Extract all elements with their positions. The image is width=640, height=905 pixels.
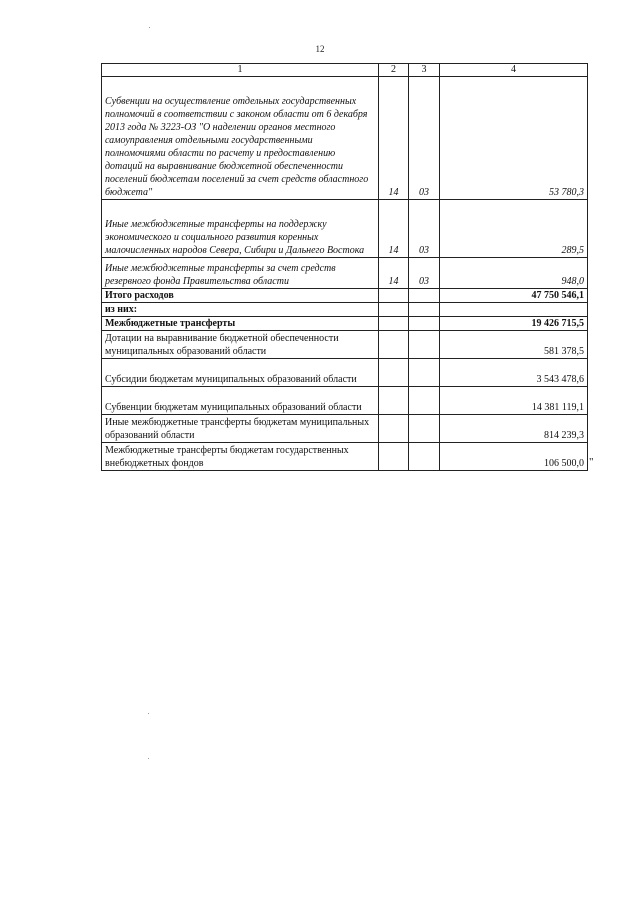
row-section [379,317,409,331]
row-amount: 289,5 [440,200,588,258]
row-subsection [409,443,440,471]
table-row [102,303,588,317]
table-row [102,331,588,359]
row-amount: 3 543 478,6 [440,359,588,387]
row-subsection: 03 [409,200,440,258]
row-subsection: 03 [409,77,440,200]
table-row [102,415,588,443]
table-row [102,317,588,331]
row-name: из них: [102,303,379,317]
row-subsection [409,317,440,331]
row-amount: 814 239,3 [440,415,588,443]
row-amount [440,303,588,317]
row-section: 14 [379,200,409,258]
total-row [102,289,588,303]
row-subsection [409,415,440,443]
row-section [379,303,409,317]
table-row [102,387,588,415]
row-subsection [409,331,440,359]
row-subsection [409,289,440,303]
row-section: 14 [379,258,409,289]
column-header-subsection: 3 [409,64,440,77]
row-subsection [409,387,440,415]
row-name: Дотации на выравнивание бюджетной обеспеченности муниципальных образований области [102,331,379,359]
row-section [379,387,409,415]
budget-table [101,63,588,471]
row-name: Межбюджетные трансферты бюджетам государственных внебюджетных фондов [102,443,379,471]
row-section: 14 [379,77,409,200]
row-amount: 19 426 715,5 [440,317,588,331]
row-amount: 14 381 119,1 [440,387,588,415]
row-amount: 53 780,3 [440,77,588,200]
row-amount: 106 500,0 [440,443,588,471]
row-name: Иные межбюджетные трансферты за счет средств резервного фонда Правительства области [102,258,379,289]
row-amount: 948,0 [440,258,588,289]
column-header-name: 1 [102,64,379,77]
scan-speck [148,713,149,714]
row-section [379,415,409,443]
row-section [379,359,409,387]
row-name: Субвенции бюджетам муниципальных образований области [102,387,379,415]
row-subsection [409,359,440,387]
row-name: Субвенции на осуществление отдельных государственных полномочий в соответствии с законом области от 6 декабря 2013 года № 3223-ОЗ "О наделении органов местного самоуправления отдельными государственными полномочиями области по расчету и предоставлению дотаций на выравнивание бюджетной обеспеченности поселений бюджетам поселений за счет средств областного бюджета" [102,77,379,200]
row-amount: 47 750 546,1 [440,289,588,303]
row-name: Итого расходов [102,289,379,303]
row-section [379,443,409,471]
table-header-row [102,64,588,77]
row-name: Иные межбюджетные трансферты на поддержку экономического и социального развития коренных малочисленных народов Севера, Сибири и Дальнего Востока [102,200,379,258]
row-subsection: 03 [409,258,440,289]
table-row [102,77,588,200]
row-section [379,331,409,359]
column-header-section: 2 [379,64,409,77]
row-section [379,289,409,303]
table-row [102,258,588,289]
row-name: Межбюджетные трансферты [102,317,379,331]
scan-speck [148,758,149,759]
row-subsection [409,303,440,317]
column-header-amount: 4 [440,64,588,77]
scan-speck [149,27,150,28]
closing-quote-mark: " [589,456,594,468]
row-name: Субсидии бюджетам муниципальных образований области [102,359,379,387]
table-row [102,359,588,387]
table-row [102,443,588,471]
page-number: 12 [315,44,325,54]
row-name: Иные межбюджетные трансферты бюджетам муниципальных образований области [102,415,379,443]
table-row [102,200,588,258]
row-amount: 581 378,5 [440,331,588,359]
